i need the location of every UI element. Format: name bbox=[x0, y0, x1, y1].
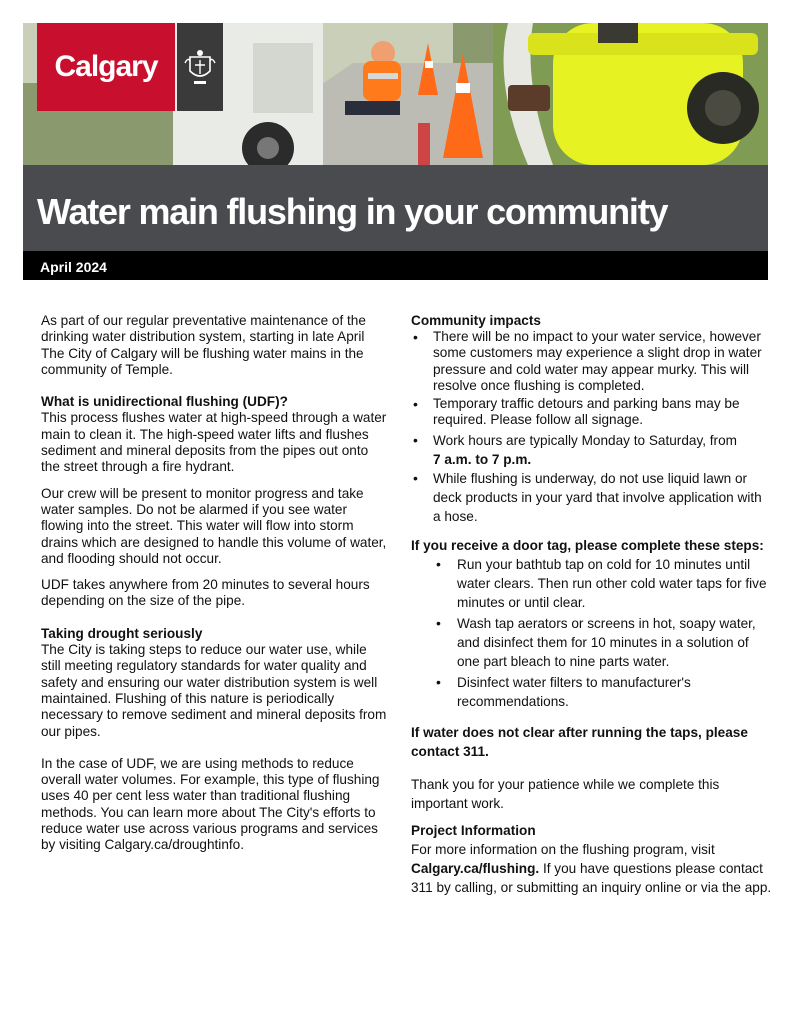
date-banner bbox=[23, 251, 768, 280]
issue-date: April 2024 bbox=[40, 259, 107, 275]
calgary-logo bbox=[37, 23, 175, 111]
drought-paragraph-1: The City is taking steps to reduce our water use, while still meeting regulatory standards for water quality and safety and ensuring our water distribution system is well maintained. Flushing of this nature is periodically necessary to remove sediment and mineral deposits from our pipes. bbox=[41, 642, 387, 739]
list-item: • Disinfect water filters to manufacturer's recommendations. bbox=[411, 673, 773, 711]
project-heading: Project Information bbox=[411, 822, 536, 838]
left-column bbox=[41, 313, 389, 864]
udf-paragraph-3: UDF takes anywhere from 20 minutes to several hours depending on the size of the pipe. bbox=[41, 577, 370, 609]
drought-paragraph-2: In the case of UDF, we are using methods to reduce overall water volumes. For example, this type of flushing uses 40 per cent less water than traditional flushing methods. You can learn more about The City's efforts to reduce water use across various programs and services by visiting Calgary.ca/droughtinfo. bbox=[41, 755, 380, 853]
door-tag-heading: If you receive a door tag, please complete these steps: bbox=[411, 537, 764, 553]
list-item: • There will be no impact to your water service, however some customers may experience a slight drop in water pressure and cold water may appear murky. This will resolve once flushing is completed. bbox=[411, 329, 773, 394]
door-tag-steps bbox=[411, 555, 773, 711]
thanks-paragraph: Thank you for your patience while we complete this important work. bbox=[411, 776, 720, 811]
impacts-list bbox=[411, 329, 773, 526]
list-item: • Wash tap aerators or screens in hot, soapy water, and disinfect them for 10 minutes in a solution of one part bleach to nine parts water. bbox=[411, 614, 773, 671]
logo-text: Calgary bbox=[54, 50, 158, 83]
impacts-heading: Community impacts bbox=[411, 313, 541, 328]
list-item: • Work hours are typically Monday to Saturday, from 7 a.m. to 7 p.m. bbox=[411, 431, 773, 469]
right-column bbox=[411, 313, 773, 907]
list-item: • Temporary traffic detours and parking bans may be required. Please follow all signage. bbox=[411, 396, 773, 429]
page-title: Water main flushing in your community bbox=[37, 191, 668, 232]
flushing-link[interactable]: Calgary.ca/flushing. bbox=[411, 860, 540, 876]
not-clear-notice: If water does not clear after running the taps, please contact 311. bbox=[411, 724, 748, 759]
list-item: • While flushing is underway, do not use liquid lawn or deck products in your yard that involve application with a hose. bbox=[411, 469, 773, 526]
header-photo bbox=[23, 23, 768, 165]
drought-heading: Taking drought seriously bbox=[41, 625, 203, 641]
work-hours: 7 a.m. to 7 p.m. bbox=[433, 451, 532, 467]
intro-paragraph: As part of our regular preventative maintenance of the drinking water distribution system, starting in late April The City of Calgary will be flushing water mains in the community of Temple. bbox=[41, 313, 366, 377]
city-crest-icon bbox=[177, 23, 223, 111]
udf-paragraph-2: Our crew will be present to monitor progress and take water samples. Do not be alarmed if you see water flowing into the street. This water will flow into storm drains which are designed to handle this volume of water, and flooding should not occur. bbox=[41, 485, 387, 566]
udf-heading: What is unidirectional flushing (UDF)? bbox=[41, 394, 288, 410]
udf-paragraph-1: This process flushes water at high-speed through a water main to clean it. The high-speed water lifts and flushes sediment and mineral deposits from the pipes out onto the street through a fire hydrant. bbox=[41, 410, 387, 475]
title-banner bbox=[23, 165, 768, 251]
list-item: • Run your bathtub tap on cold for 10 minutes until water clears. Then run other cold water taps for five minutes or until clear. bbox=[411, 555, 773, 612]
project-paragraph: For more information on the flushing program, visit Calgary.ca/flushing. If you have questions please contact 311 by calling, or submitting an inquiry online or via the app. bbox=[411, 841, 772, 895]
